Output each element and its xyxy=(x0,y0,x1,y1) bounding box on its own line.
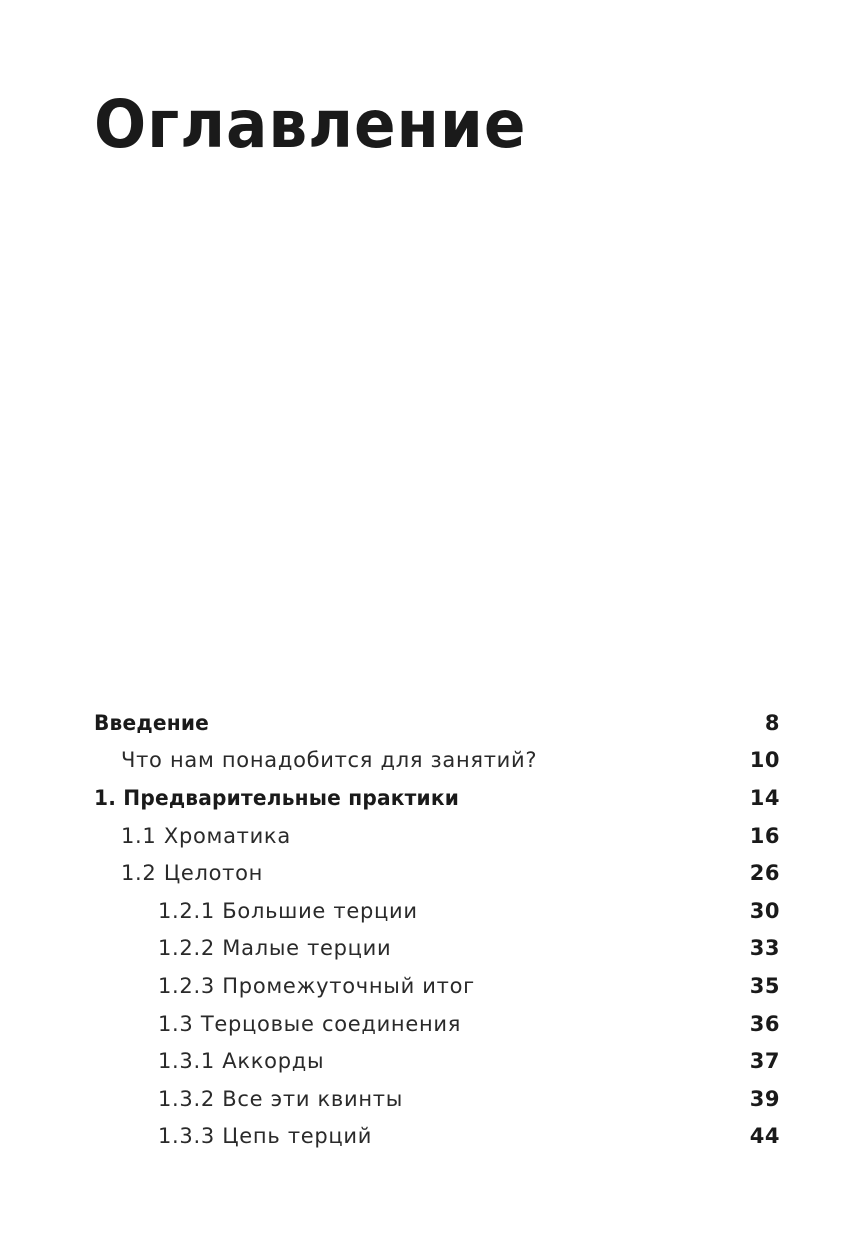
toc-entry-introduction[interactable] xyxy=(94,704,780,742)
toc-entry-label: 1. Предварительные практики xyxy=(94,785,460,810)
toc-entry-whole-tone[interactable] xyxy=(94,854,780,892)
toc-entry-page-number: 39 xyxy=(749,1086,780,1111)
toc-entry-label: Что нам понадобится для занятий? xyxy=(121,748,538,773)
toc-entry-label: 1.2.3 Промежуточный итог xyxy=(158,973,475,998)
toc-entry-label: 1.2.2 Малые терции xyxy=(158,936,392,961)
toc-entry-chain-of-thirds[interactable] xyxy=(94,1118,780,1156)
toc-entry-page-number: 33 xyxy=(749,936,780,961)
page-title: Оглавление xyxy=(94,86,527,163)
toc-entry-all-these-fifths[interactable] xyxy=(94,1080,780,1118)
table-of-contents xyxy=(94,704,780,1155)
toc-entry-page-number: 36 xyxy=(749,1011,780,1036)
toc-entry-page-number: 14 xyxy=(749,785,780,810)
toc-entry-label: 1.3 Терцовые соединения xyxy=(158,1011,462,1036)
toc-entry-label: 1.3.2 Все эти квинты xyxy=(158,1086,403,1111)
toc-entry-label: Введение xyxy=(94,710,210,735)
toc-entry-page-number: 10 xyxy=(749,748,780,773)
toc-entry-label: 1.1 Хроматика xyxy=(121,823,291,848)
toc-entry-page-number: 30 xyxy=(749,898,780,923)
toc-entry-preliminary-practices[interactable] xyxy=(94,779,780,817)
toc-entry-label: 1.3.3 Цепь терций xyxy=(158,1124,373,1149)
toc-entry-page-number: 16 xyxy=(749,823,780,848)
toc-entry-label: 1.2 Целотон xyxy=(121,861,264,886)
toc-entry-tertian-connections[interactable] xyxy=(94,1005,780,1043)
toc-entry-what-we-need[interactable] xyxy=(94,742,780,780)
toc-entry-page-number: 8 xyxy=(764,710,780,735)
toc-entry-label: 1.3.1 Аккорды xyxy=(158,1049,325,1074)
toc-entry-interim-summary[interactable] xyxy=(94,967,780,1005)
toc-entry-major-thirds[interactable] xyxy=(94,892,780,930)
toc-entry-page-number: 26 xyxy=(749,861,780,886)
toc-entry-page-number: 35 xyxy=(749,973,780,998)
toc-entry-minor-thirds[interactable] xyxy=(94,930,780,968)
toc-entry-page-number: 44 xyxy=(749,1124,780,1149)
toc-entry-page-number: 37 xyxy=(749,1049,780,1074)
toc-entry-label: 1.2.1 Большие терции xyxy=(158,898,418,923)
toc-entry-chromatics[interactable] xyxy=(94,817,780,855)
toc-entry-chords[interactable] xyxy=(94,1042,780,1080)
